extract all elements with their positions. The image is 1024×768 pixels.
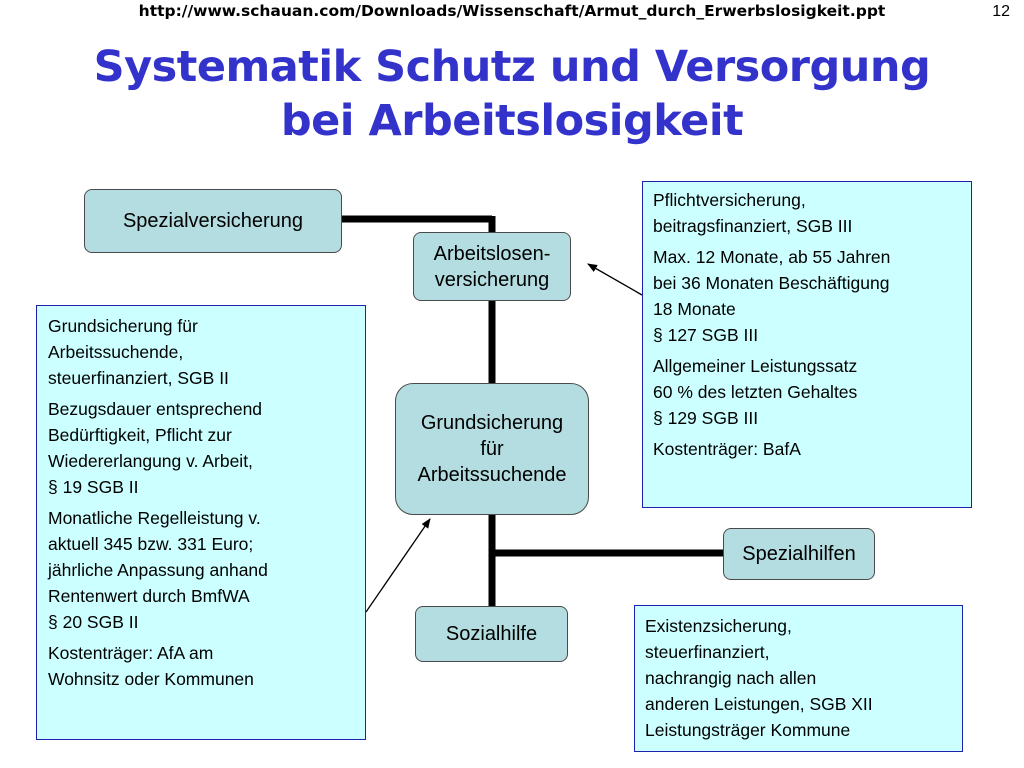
node-grundsicherung: Grundsicherung für Arbeitssuchende: [395, 383, 589, 515]
node-sozialhilfe: Sozialhilfe: [415, 606, 568, 662]
node-spezialversicherung: Spezialversicherung: [84, 189, 342, 253]
note-arbeitslosenversicherung-details: [642, 181, 972, 508]
page-number: 12: [992, 3, 1010, 20]
slide-title-line-2: bei Arbeitslosigkeit: [280, 96, 744, 146]
note-bottom-right-paragraph-1: Existenzsicherung, steuerfinanziert, nachrangig nach allen anderen Leistungen, SGB XII Leistungsträger Kommune: [645, 616, 873, 740]
note-left-paragraph-1: Grundsicherung für Arbeitssuchende, steuerfinanziert, SGB II: [48, 316, 229, 388]
note-left-paragraph-2: Bezugsdauer entsprechend Bedürftigkeit, Pflicht zur Wiedererlangung v. Arbeit, § 19 SGB II: [48, 399, 263, 497]
source-url: http://www.schauan.com/Downloads/Wissenschaft/Armut_durch_Erwerbslosigkeit.ppt: [138, 2, 886, 20]
node-spezialhilfen: Spezialhilfen: [723, 528, 875, 580]
note-top-right-paragraph-4: Kostenträger: BafA: [653, 439, 801, 459]
arrow-top-right-note: [588, 264, 642, 295]
slide-title-line-1: Systematik Schutz und Versorgung: [93, 42, 931, 92]
note-top-right-paragraph-2: Max. 12 Monate, ab 55 Jahren bei 36 Monaten Beschäftigung 18 Monate § 127 SGB III: [653, 247, 891, 345]
note-grundsicherung-details: [36, 305, 366, 740]
note-left-paragraph-4: Kostenträger: AfA am Wohnsitz oder Kommunen: [48, 643, 254, 689]
note-left-paragraph-3: Monatliche Regelleistung v. aktuell 345 bzw. 331 Euro; jährliche Anpassung anhand Rentenwert durch BmfWA § 20 SGB II: [48, 508, 268, 632]
note-top-right-paragraph-3: Allgemeiner Leistungssatz 60 % des letzten Gehaltes § 129 SGB III: [653, 356, 858, 428]
node-arbeitslosenversicherung: Arbeitslosen- versicherung: [413, 232, 571, 301]
arrow-left-note: [366, 519, 430, 612]
note-top-right-paragraph-1: Pflichtversicherung, beitragsfinanziert, SGB III: [653, 190, 853, 236]
note-sozialhilfe-details: [634, 605, 963, 752]
